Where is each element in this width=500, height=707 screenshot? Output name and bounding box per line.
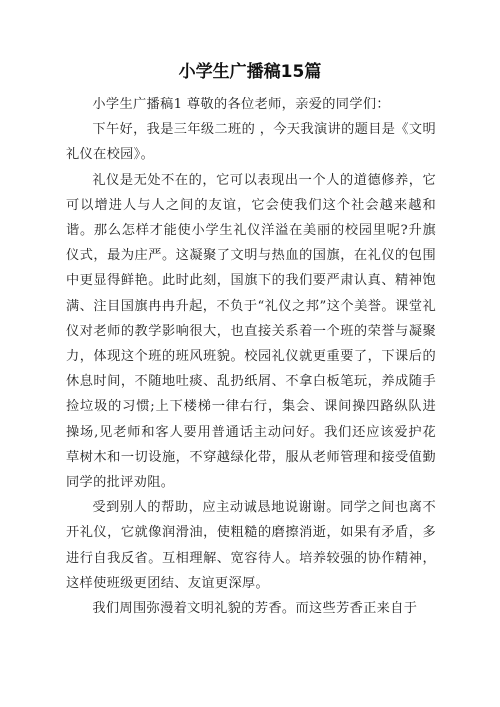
paragraph-closing: 我们周围弥漫着文明礼貌的芳香。而这些芳香正来自于 xyxy=(92,601,418,617)
paragraph-thanks: 受到别人的帮助，应主动诚恳地说谢谢。同学之间也离不开礼仪，它就像润滑油，使粗糙的磨擦消逝，如果有矛盾，多进行自我反省。互相理解、宽容待人。培养较强的协作精神，这样使班级更团结、友谊更深厚。 xyxy=(66,500,436,591)
paragraph-etiquette: 礼仪是无处不在的，它可以表现出一个人的道德修养，它可以增进人与人之间的友谊，它会使我们这个社会越来越和谐。那么怎样才能使小学生礼仪洋溢在美丽的校园里呢?升旗仪式，最为庄严。这凝聚了文明与热血的国旗，在礼仪的包围中更显得鲜艳。此时此刻，国旗下的我们要严肃认真、精神饱满、注目国旗冉冉升起，不负于“礼仪之邦”这个美誉。课堂礼仪对老师的教学影响很大，也直接关系着一个班的荣誉与凝聚力，体现这个班的班风班貌。校园礼仪就更重要了，下课后的休息时间，不随地吐痰、乱扔纸屑、不拿白板笔玩，养成随手捡垃圾的习惯;上下楼梯一律右行，集会、课间操四路纵队进操场,见老师和客人要用普通话主动问好。我们还应该爱护花草树木和一切设施，不穿越绿化带，服从老师管理和接受值勤同学的批评劝阻。 xyxy=(66,172,436,491)
document-body xyxy=(66,92,436,621)
paragraph-intro: 下午好，我是三年级二班的 ，今天我演讲的题目是《文明礼仪在校园》。 xyxy=(66,122,436,163)
document-title: 小学生广播稿15篇 xyxy=(178,62,322,82)
paragraph-greeting: 小学生广播稿1 尊敬的各位老师，亲爱的同学们： xyxy=(92,97,390,112)
